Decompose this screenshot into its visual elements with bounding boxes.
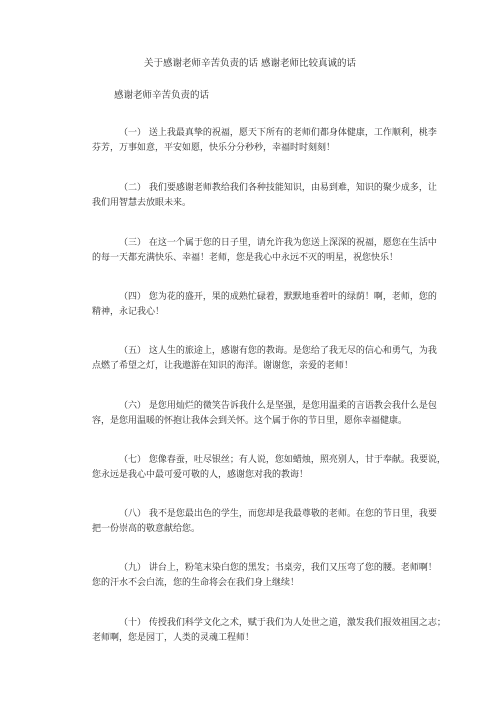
paragraph-line: 容，是您用温暖的怀抱让我体会到关怀。这个属于你的节日里，愿你幸福健康。 bbox=[92, 416, 408, 426]
paragraph-line: （五） 这人生的旅途上，感谢有您的教诲。是您给了我无尽的信心和勇气，为我 bbox=[119, 346, 437, 356]
paragraph-8 bbox=[92, 507, 437, 537]
paragraph-line: （十） 传授我们科学文化之术，赋于我们为人处世之道，激发我们报效祖国之志； bbox=[119, 618, 446, 628]
paragraph-line: （二） 我们要感谢老师教给我们各种技能知识，由易到难，知识的聚少成多，让 bbox=[119, 183, 437, 193]
paragraph-line: （四） 您为花的盛开，果的成熟忙碌着，默默地垂着叶的绿荫！啊，老师，您的 bbox=[119, 292, 437, 302]
paragraph-line: （七） 您像春蚕，吐尽银丝；有人说，您如蜡烛，照亮别人，甘于奉献。我要说， bbox=[119, 455, 446, 465]
paragraph-4 bbox=[92, 290, 437, 320]
document-subtitle: 感谢老师辛苦负责的话 bbox=[114, 90, 210, 101]
paragraph-line: 您的汗水不会白流，您的生命将会在我们身上继续！ bbox=[92, 578, 300, 588]
paragraph-line: （六） 是您用灿烂的微笑告诉我什么是坚强，是您用温柔的言语教会我什么是包 bbox=[119, 401, 437, 411]
paragraph-line: 芬芳，万事如意，平安如愿，快乐分分秒秒，幸福时时刻刻！ bbox=[92, 143, 336, 153]
paragraph-9 bbox=[92, 561, 437, 591]
paragraph-2 bbox=[92, 181, 437, 211]
paragraph-line: （三） 在这一个属于您的日子里，请允许我为您送上深深的祝福，愿您在生活中 bbox=[119, 238, 437, 248]
paragraph-7 bbox=[92, 453, 446, 483]
paragraph-3 bbox=[92, 236, 437, 266]
paragraph-line: 我们用智慧去放眼未来。 bbox=[92, 198, 192, 208]
paragraph-10 bbox=[92, 616, 446, 646]
paragraph-line: 把一份崇高的敬意献给您。 bbox=[92, 524, 201, 534]
paragraph-1 bbox=[92, 126, 437, 156]
paragraph-line: （一） 送上我最真挚的祝福，愿天下所有的老师们都身体健康，工作顺利，桃李 bbox=[119, 128, 437, 138]
paragraph-line: 精神，永记我心！ bbox=[92, 307, 165, 317]
paragraph-6 bbox=[92, 399, 437, 429]
paragraph-5 bbox=[92, 344, 437, 374]
paragraph-line: （八） 我不是您最出色的学生，而您却是我最尊敬的老师。在您的节日里，我要 bbox=[119, 509, 437, 519]
paragraph-line: 老师啊，您是园丁，人类的灵魂工程师！ bbox=[92, 633, 255, 643]
paragraph-line: （九） 讲台上，粉笔末染白您的黑发；书桌旁，我们又压弯了您的腰。老师啊！ bbox=[119, 563, 437, 573]
paragraph-line: 的每一天都充满快乐、幸福！老师，您是我心中永远不灭的明星，祝您快乐！ bbox=[92, 253, 399, 263]
document-title: 关于感谢老师辛苦负责的话 感谢老师比较真诚的话 bbox=[143, 58, 357, 69]
paragraph-line: 您永远是我心中最可爱可敬的人，感谢您对我的教诲！ bbox=[92, 470, 309, 480]
paragraph-line: 点燃了希望之灯，让我遨游在知识的海洋。谢谢您，亲爱的老师！ bbox=[92, 361, 354, 371]
